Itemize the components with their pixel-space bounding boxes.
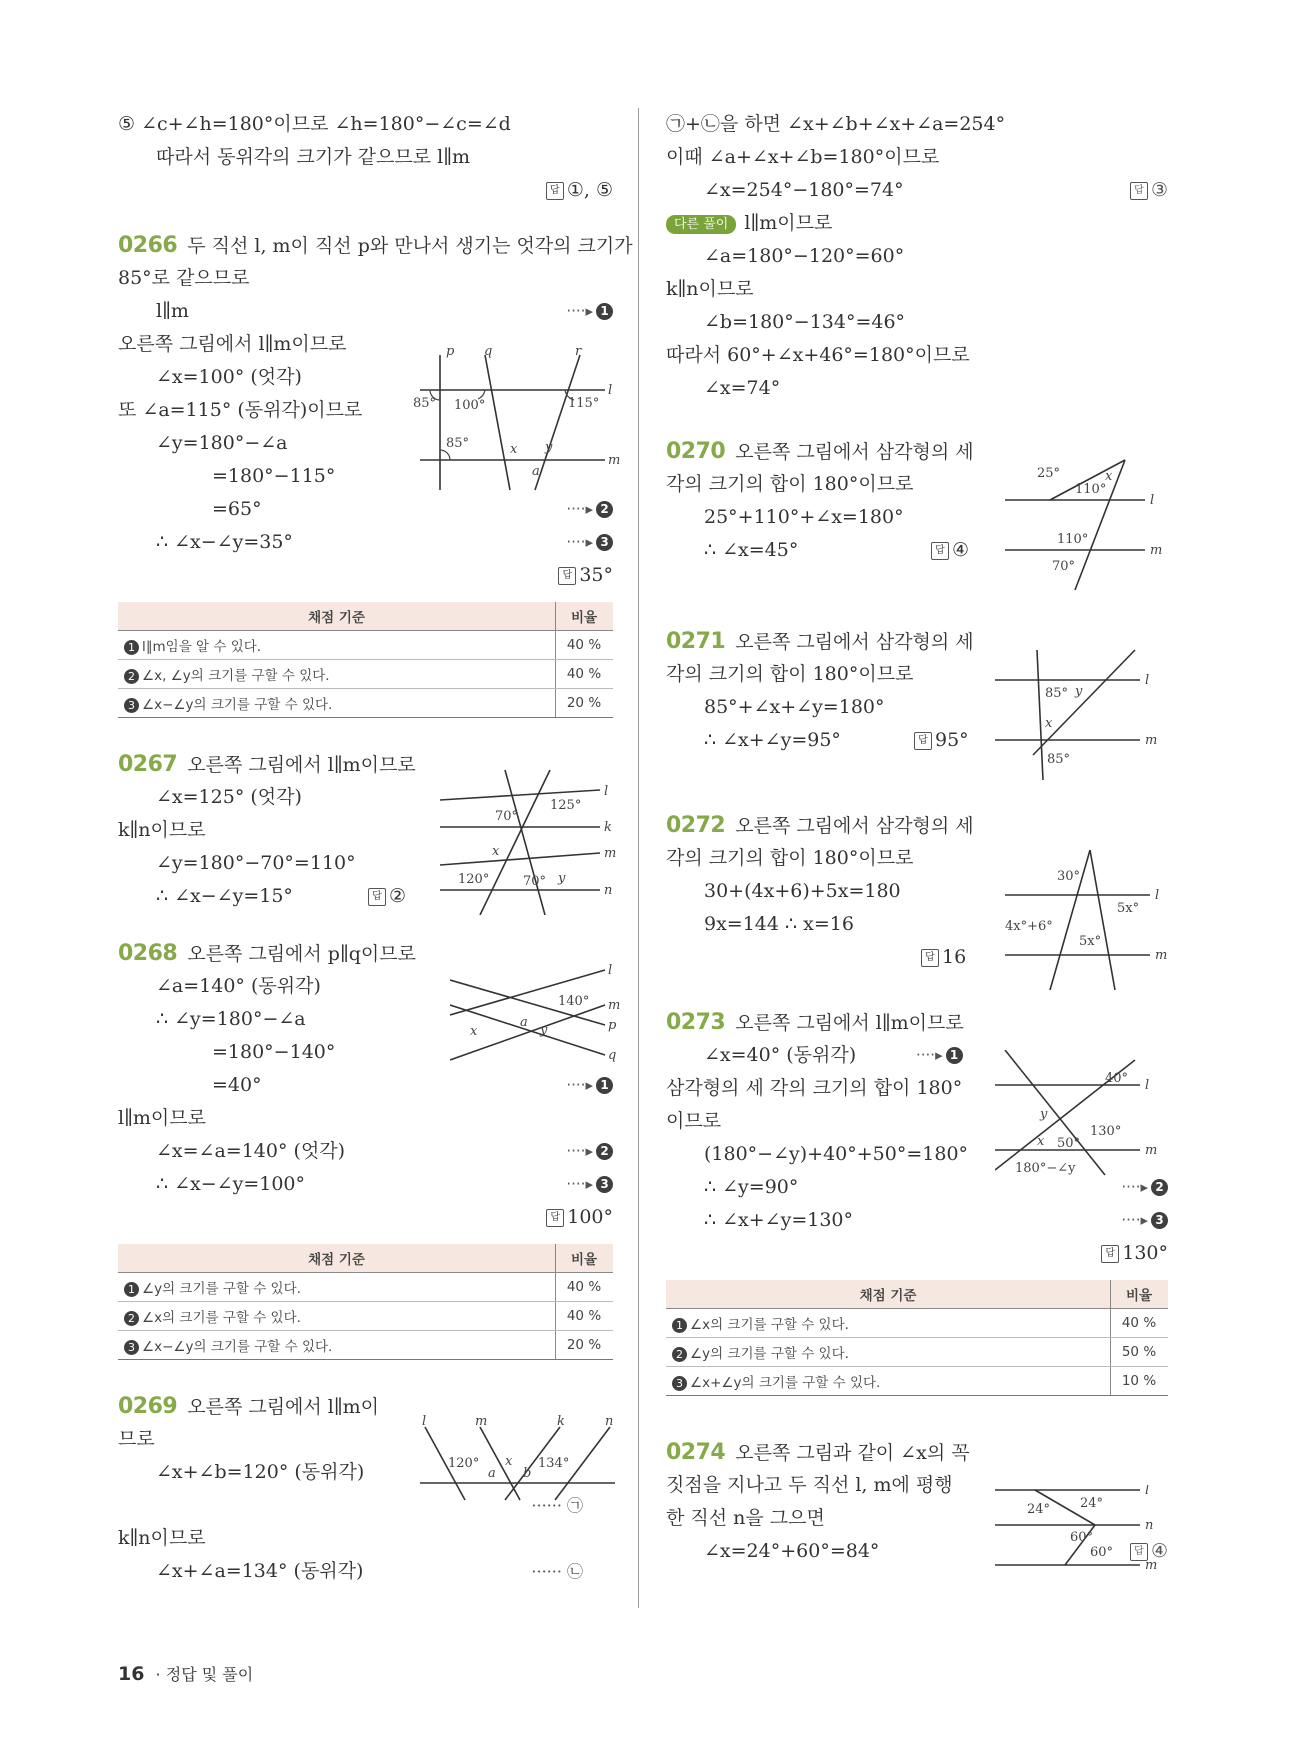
problem-0269-line-2: 므로 — [118, 1428, 155, 1450]
step-marker-3: ····▸ 3 — [566, 526, 613, 559]
problem-0272-line-1: 0272 오른쪽 그림에서 삼각형의 세 — [666, 813, 974, 838]
table-row: 2 ∠y의 크기를 구할 수 있다. 50 % — [666, 1338, 1168, 1367]
fig-label: 134° — [538, 1456, 570, 1471]
table-row: 3 ∠x−∠y의 크기를 구할 수 있다. 20 % — [118, 689, 613, 718]
fig-label: 40° — [1105, 1071, 1129, 1086]
step-marker-1: ····▸ 1 — [566, 295, 613, 328]
cont-line-7: ∠b=180°−134°=46° — [704, 311, 906, 333]
fig-label: n — [1145, 1518, 1154, 1533]
problem-0273-line-6: ∴ ∠y=90° ····▸ 2 — [666, 1171, 1168, 1204]
fig-label: y — [545, 440, 553, 455]
footer-title: 정답 및 풀이 — [165, 1665, 254, 1684]
problem-0271-line-4: ∴ ∠x+∠y=95° 답 95° — [704, 729, 969, 751]
fig-label: m — [1145, 1558, 1158, 1573]
figure-0274 — [995, 1485, 1175, 1575]
cont-line-2: 이때 ∠a+∠x+∠b=180°이므로 — [666, 146, 940, 168]
fig-label: 5x° — [1117, 901, 1140, 916]
fig-label: x — [1037, 1134, 1045, 1149]
problem-0267-line-1: 0267 오른쪽 그림에서 l∥m이므로 — [118, 752, 416, 777]
fig-label: 70° — [495, 809, 519, 824]
fig-label: l — [604, 784, 609, 799]
fig-label: 120° — [458, 872, 490, 887]
problem-0268-line-4: =180°−140° — [212, 1041, 336, 1063]
problem-0266-line-6: 또 ∠a=115° (동위각)이므로 — [118, 399, 363, 421]
scoring-table-0273: 채점 기준 비율 1 ∠x의 크기를 구할 수 있다. 40 % 2 ∠y의 크기를 구할 수 있다. 50 % 3 ∠x+∠y의 크기를 구할 수 있다. 10 % — [666, 1280, 1168, 1396]
fig-label: b — [523, 1466, 532, 1481]
problem-0273-line-1: 0273 오른쪽 그림에서 l∥m이므로 — [666, 1010, 964, 1035]
problem-0269-line-5: ∠x+∠a=134° (동위각) ······ ㉡ — [156, 1560, 583, 1582]
fig-label: y — [558, 871, 566, 886]
table-header-criteria: 채점 기준 — [118, 602, 556, 631]
answer-0273: 답 130° — [666, 1237, 1168, 1270]
problem-number-0270: 0270 — [666, 439, 726, 464]
problem-0268-line-3: ∴ ∠y=180°−∠a — [156, 1008, 306, 1030]
alt-solution-line: 다른 풀이 l∥m이므로 — [666, 207, 1168, 240]
fig-label: 25° — [1037, 466, 1061, 481]
intro-line-1: ⑤ ∠c+∠h=180°이므로 ∠h=180°−∠c=∠d — [118, 113, 511, 135]
table-row: 1 ∠x의 크기를 구할 수 있다. 40 % — [666, 1309, 1168, 1338]
fig-label: m — [475, 1415, 488, 1429]
right-column — [666, 108, 1168, 1568]
answer-0266: 답 35° — [118, 559, 613, 592]
fig-label: 180°−∠y — [1015, 1161, 1076, 1176]
fig-label: y — [540, 1023, 548, 1038]
problem-0273-line-5: (180°−∠y)+40°+50°=180° — [704, 1143, 969, 1165]
fig-label: l — [608, 383, 613, 398]
fig-label: m — [1145, 733, 1158, 748]
fig-label: k — [557, 1415, 565, 1429]
fig-label: r — [575, 345, 582, 359]
problem-0274-line-2: 짓점을 지나고 두 직선 l, m에 평행 — [666, 1474, 953, 1496]
figure-0267 — [440, 765, 620, 915]
fig-label: 120° — [448, 1456, 480, 1471]
step-marker-2: ····▸ 2 — [566, 493, 613, 526]
table-row: 3 ∠x−∠y의 크기를 구할 수 있다. 20 % — [118, 1331, 613, 1360]
fig-label: l — [1155, 888, 1160, 903]
fig-label: m — [608, 998, 620, 1013]
fig-label: a — [488, 1466, 496, 1481]
page-number: 16 — [118, 1663, 145, 1685]
figure-0271 — [995, 645, 1175, 785]
problem-0269-line-1: 0269 오른쪽 그림에서 l∥m이 — [118, 1394, 380, 1419]
fig-label: 70° — [523, 874, 547, 889]
problem-0268-line-6: l∥m이므로 — [118, 1107, 206, 1129]
fig-label: 110° — [1057, 532, 1089, 547]
fig-label: y — [1075, 684, 1083, 699]
table-header-ratio: 비율 — [556, 602, 614, 631]
problem-0274-line-4: ∠x=24°+60°=84° 답 ④ — [704, 1540, 1168, 1562]
fig-label: 85° — [446, 436, 470, 451]
problem-0273-line-4: 이므로 — [666, 1110, 722, 1132]
problem-number-0269: 0269 — [118, 1394, 178, 1419]
fig-label: 5x° — [1079, 934, 1102, 949]
scoring-table-0268: 채점 기준 비율 1 ∠y의 크기를 구할 수 있다. 40 % 2 ∠x의 크기를 구할 수 있다. 40 % 3 ∠x−∠y의 크기를 구할 수 있다. 20 % — [118, 1244, 613, 1360]
table-row: 2 ∠x의 크기를 구할 수 있다. 40 % — [118, 1302, 613, 1331]
problem-0266-line-10: ∴ ∠x−∠y=35° ····▸ 3 — [118, 526, 613, 559]
table-row: 2 ∠x, ∠y의 크기를 구할 수 있다. 40 % — [118, 660, 613, 689]
answer-0268: 답 100° — [118, 1201, 613, 1234]
problem-0267-line-3: k∥n이므로 — [118, 819, 206, 841]
fig-label: m — [1150, 543, 1163, 558]
problem-0269-line-3: ∠x+∠b=120° (동위각) — [156, 1461, 365, 1483]
problem-0268-line-1: 0268 오른쪽 그림에서 p∥q이므로 — [118, 941, 416, 966]
fig-label: q — [484, 345, 493, 359]
fig-label: l — [1145, 1078, 1150, 1093]
cont-line-9: ∠x=74° — [704, 377, 781, 399]
fig-label: 85° — [1045, 686, 1069, 701]
fig-label: m — [1155, 948, 1168, 963]
cont-line-6: k∥n이므로 — [666, 278, 754, 300]
fig-label: 130° — [1090, 1124, 1122, 1139]
cont-line-8: 따라서 60°+∠x+46°=180°이므로 — [666, 344, 970, 366]
fig-label: l — [422, 1415, 427, 1429]
cont-line-1: ㉠+㉡을 하면 ∠x+∠b+∠x+∠a=254° — [666, 113, 1006, 135]
problem-0273-line-2: ∠x=40° (동위각) ····▸ 1 — [666, 1039, 1168, 1072]
scoring-table-0266 — [118, 602, 613, 718]
problem-0267-line-2: ∠x=125° (엇각) — [156, 786, 302, 808]
fig-label: y — [1040, 1107, 1048, 1122]
problem-0268-line-2: ∠a=140° (동위각) — [156, 975, 321, 997]
problem-number-0267: 0267 — [118, 752, 178, 777]
problem-0268-line-7: ∠x=∠a=140° (엇각) ····▸ 2 — [118, 1135, 613, 1168]
problem-0266-line-3: l∥m ····▸ 1 — [118, 295, 613, 328]
problem-number-0266: 0266 — [118, 233, 178, 258]
problem-0271-line-3: 85°+∠x+∠y=180° — [704, 696, 885, 718]
fig-label: x — [510, 442, 518, 457]
answer-0267: 답 ② — [368, 880, 406, 913]
column-divider — [638, 108, 639, 1608]
fig-label: 60° — [1090, 1545, 1114, 1560]
problem-0267-line-5: ∴ ∠x−∠y=15° 답 ② — [118, 880, 613, 913]
fig-label: a — [520, 1015, 528, 1030]
fig-label: p — [446, 345, 455, 359]
page-footer — [118, 1662, 253, 1685]
problem-number-0274: 0274 — [666, 1440, 726, 1465]
fig-label: k — [604, 820, 612, 835]
problem-0266-line-2: 85°로 같으므로 — [118, 267, 250, 289]
figure-0266 — [410, 345, 620, 495]
fig-label: 125° — [550, 798, 582, 813]
fig-label: 30° — [1057, 869, 1081, 884]
problem-0273-line-3: 삼각형의 세 각의 크기의 합이 180° — [666, 1077, 963, 1099]
fig-label: 85° — [1047, 752, 1071, 767]
problem-0269-line-3b: ······ ㉠ — [531, 1496, 583, 1515]
answer-icon: 답 — [546, 182, 564, 200]
problem-0273-line-7: ∴ ∠x+∠y=130° ····▸ 3 — [666, 1204, 1168, 1237]
problem-0274-line-3: 한 직선 n을 그으면 — [666, 1507, 825, 1529]
fig-label: 70° — [1052, 559, 1076, 574]
problem-0271-line-1: 0271 오른쪽 그림에서 삼각형의 세 — [666, 629, 974, 654]
problem-number-0273: 0273 — [666, 1010, 726, 1035]
fig-label: x — [505, 1454, 513, 1469]
problem-0266-line-4: 오른쪽 그림에서 l∥m이므로 — [118, 333, 347, 355]
problem-0270-line-2: 각의 크기의 합이 180°이므로 — [666, 473, 914, 495]
cont-line-3: ∠x=254°−180°=74° 답 ③ — [704, 179, 1168, 201]
fig-label: 50° — [1057, 1136, 1081, 1151]
fig-label: x — [470, 1024, 478, 1039]
fig-label: 24° — [1027, 1502, 1051, 1517]
problem-0274-line-1: 0274 오른쪽 그림과 같이 ∠x의 꼭 — [666, 1440, 970, 1465]
figure-0270 — [1005, 455, 1175, 595]
problem-0272-line-4: 9x=144 ∴ x=16 — [704, 913, 854, 935]
table-row: 1 ∠y의 크기를 구할 수 있다. 40 % — [118, 1273, 613, 1302]
fig-label: 110° — [1075, 482, 1107, 497]
answer-0272: 답 16 — [666, 941, 1168, 974]
fig-label: x — [1105, 469, 1113, 484]
fig-label: m — [1145, 1143, 1158, 1158]
fig-label: l — [1150, 493, 1155, 508]
problem-0269-line-4: k∥n이므로 — [118, 1527, 206, 1549]
figure-0269 — [420, 1415, 620, 1505]
problem-0266-line-7: ∠y=180°−∠a — [156, 432, 288, 454]
problem-0266-line-5: ∠x=100° (엇각) — [156, 366, 302, 388]
fig-label: 4x°+6° — [1005, 919, 1053, 934]
problem-0268-line-5: =40° ····▸ 1 — [118, 1069, 613, 1102]
fig-label: n — [604, 883, 613, 898]
problem-0266-line-9: =65° ····▸ 2 — [118, 493, 613, 526]
fig-label: l — [608, 963, 613, 978]
figure-0273 — [995, 1050, 1175, 1180]
fig-label: m — [608, 453, 620, 468]
alt-solution-badge: 다른 풀이 — [666, 215, 736, 234]
figure-0268 — [450, 960, 620, 1070]
fig-label: x — [492, 844, 500, 859]
fig-label: n — [605, 1415, 614, 1429]
fig-label: 60° — [1070, 1530, 1094, 1545]
fig-label: l — [1145, 673, 1150, 688]
problem-0268-line-8: ∴ ∠x−∠y=100° ····▸ 3 — [118, 1168, 613, 1201]
problem-0266-line-1: 0266 두 직선 l, m이 직선 p와 만나서 생기는 엇각의 크기가 — [118, 233, 633, 258]
problem-0267-line-4: ∠y=180°−70°=110° — [156, 852, 356, 874]
intro-line-2: 따라서 동위각의 크기가 같으므로 l∥m — [156, 146, 470, 168]
fig-label: l — [1145, 1485, 1150, 1498]
fig-label: 85° — [413, 396, 437, 411]
fig-label: q — [608, 1048, 617, 1063]
fig-label: m — [604, 846, 617, 861]
fig-label: a — [532, 464, 540, 479]
fig-label: 140° — [558, 994, 590, 1009]
problem-0272-line-3: 30+(4x+6)+5x=180 — [704, 880, 901, 902]
problem-0272-line-2: 각의 크기의 합이 180°이므로 — [666, 847, 914, 869]
fig-label: 100° — [454, 398, 486, 413]
problem-0266-line-8: =180°−115° — [212, 465, 336, 487]
problem-number-0268: 0268 — [118, 941, 178, 966]
answer-intro: 답 ①, ⑤ — [118, 174, 613, 207]
problem-0270-line-1: 0270 오른쪽 그림에서 삼각형의 세 — [666, 439, 974, 464]
fig-label: 24° — [1080, 1496, 1104, 1511]
problem-0271-line-2: 각의 크기의 합이 180°이므로 — [666, 663, 914, 685]
figure-0272 — [1005, 845, 1175, 995]
problem-0270-line-3: 25°+110°+∠x=180° — [704, 506, 904, 528]
fig-label: p — [608, 1018, 617, 1033]
problem-number-0272: 0272 — [666, 813, 726, 838]
problem-0270-line-4: ∴ ∠x=45° 답 ④ — [704, 539, 970, 561]
cont-line-5: ∠a=180°−120°=60° — [704, 245, 905, 267]
fig-label: x — [1045, 716, 1053, 731]
table-row: 1 l∥m임을 알 수 있다. 40 % — [118, 631, 613, 660]
fig-label: 115° — [568, 396, 600, 411]
problem-number-0271: 0271 — [666, 629, 726, 654]
table-row: 3 ∠x+∠y의 크기를 구할 수 있다. 10 % — [666, 1367, 1168, 1396]
footer-separator: · — [155, 1665, 161, 1684]
